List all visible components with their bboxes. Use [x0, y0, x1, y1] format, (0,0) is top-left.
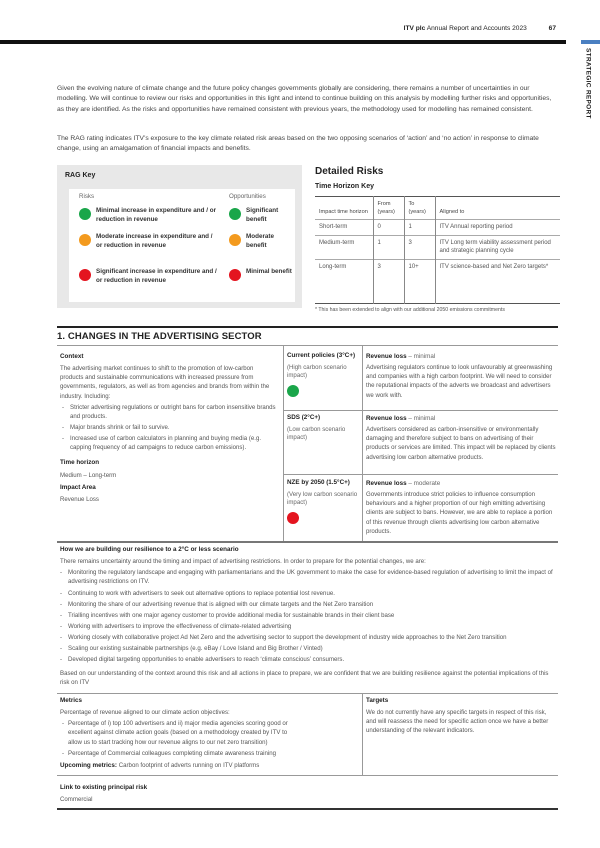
time-horizon-table	[315, 196, 560, 304]
upcoming-metrics-label: Upcoming metrics:	[60, 761, 118, 769]
opportunities-header: Opportunities	[229, 193, 266, 200]
rag-key-legend	[69, 189, 295, 302]
context-list	[60, 403, 278, 453]
rag-key-title: RAG Key	[65, 172, 96, 179]
section-tab-marker	[581, 40, 600, 44]
red-dot-icon	[229, 269, 241, 281]
impact-label: Revenue loss	[366, 353, 407, 360]
targets-title: Targets	[366, 697, 389, 704]
divider	[57, 775, 558, 776]
list-item: - Continuing to work with advertisers to seek out alternative options to replace potential lost revenue.	[60, 589, 558, 598]
impact-text: Advertising regulators continue to look unfavourably at greenwashing and companies with a high carbon footprint. We will need to consider the reputational impacts of the adverts we broadcast and advertisers we work with.	[366, 364, 553, 399]
upcoming-metrics	[60, 761, 292, 770]
principal-risk-value: Commercial	[60, 796, 93, 804]
time-horizon-value: Medium – Long-term	[60, 471, 117, 479]
cell-horizon: Medium-term	[315, 235, 373, 259]
risk-red	[79, 268, 219, 286]
divider	[57, 345, 558, 346]
column-header: Impact time horizon	[315, 196, 373, 219]
opportunity-amber	[229, 233, 293, 251]
resilience-block	[60, 545, 558, 687]
list-item: - Working with advertisers to improve the effectiveness of climate-related advertising	[60, 622, 558, 631]
green-dot-icon	[229, 208, 241, 220]
opportunity-red	[229, 268, 293, 281]
impact-label: Revenue loss	[366, 480, 407, 487]
resilience-conclusion: Based on our understanding of the context around this risk and all actions in place to prepare, we are confident that we are building resilience against the potential implications of this risk on ITV	[60, 669, 549, 686]
amber-dot-icon	[229, 234, 241, 246]
time-horizon-key-title: Time Horizon Key	[315, 182, 374, 190]
cell-aligned: ITV Long term viability assessment period and strategic planning cycle	[435, 235, 560, 259]
risk-green-label: Minimal increase in expenditure and / or reduction in revenue	[96, 207, 217, 223]
scenario-sub: (Low carbon scenario impact)	[287, 425, 346, 442]
impact-area-label: Impact Area	[60, 483, 96, 491]
scenario-nze-2050	[287, 479, 362, 524]
cell-to: 3	[404, 235, 435, 259]
header-rule	[0, 40, 566, 44]
table-footnote: * This has been extended to align with our additional 2050 emissions commitments	[315, 306, 505, 313]
opportunity-green-label: Significant benefit	[246, 207, 279, 223]
cell-aligned: ITV Annual reporting period	[435, 219, 560, 235]
scenario-name: Current policies (3°C+)	[287, 352, 356, 359]
risks-header: Risks	[79, 193, 95, 200]
table-row	[315, 219, 560, 235]
table-header-row	[315, 196, 560, 219]
cell-from: 1	[373, 235, 404, 259]
resilience-intro: There remains uncertainty around the timing and impact of advertising restrictions. In order to prepare for the potential changes, we are:	[60, 558, 426, 566]
divider-vertical	[283, 345, 284, 541]
time-horizon-label: Time horizon	[60, 459, 100, 467]
scenario-current-policies	[287, 352, 362, 397]
scenario-sub: (Very low carbon scenario impact)	[287, 490, 358, 507]
divider	[57, 541, 558, 543]
metrics-list	[60, 719, 292, 758]
column-header: Aligned to	[439, 208, 465, 215]
detailed-risks	[315, 165, 560, 314]
list-item: - Monitoring the regulatory landscape and engaging with parliamentarians and the UK government to make the case for evidence-based regulation of advertising to limit the impact of advertising restrictions on ITV.	[60, 568, 558, 586]
report-title: Annual Report and Accounts 2023	[426, 25, 527, 32]
list-item: - Working closely with collaborative project Ad Net Zero and the advertising sector to support the development of industry wide approaches to the Net Zero transition	[60, 633, 558, 642]
divider	[57, 693, 558, 694]
context-label: Context	[60, 353, 84, 360]
list-item: - Major brands shrink or fail to survive.	[60, 423, 278, 432]
targets-text: We do not currently have any specific targets in respect of this risk, and will reassess the need for specific action once we have a better understanding of the relevant indicators.	[366, 709, 549, 735]
section-bottom-rule	[57, 808, 558, 810]
impact-area-value: Revenue Loss	[60, 495, 99, 503]
intro-paragraph: Given the evolving nature of climate change and the future policy changes governments globally are considering, there remains a number of uncertainties in our modelling. We will continue to review our risks and opportunities in this light and intend to continue building on this analysis by modelling further risks and opportunities, as they are identified. As the risks and opportunities have remained consistent with previous years, the methodology used for modelling has remained consistent.	[57, 85, 552, 113]
list-item: - Monitoring the share of our advertising revenue that is aligned with our climate targets and the Net Zero transition	[60, 600, 558, 609]
scenario-name: NZE by 2050 (1.5°C+)	[287, 479, 350, 486]
risk-amber	[79, 233, 219, 251]
divider	[283, 410, 558, 411]
risk-red-label: Significant increase in expenditure and / or reduction in revenue	[96, 268, 217, 284]
list-item: - Increased use of carbon calculators in planning and buying media (e.g. capping frequency of ad campaigns to reduce carbon emissions).	[60, 434, 278, 452]
cell-to: 10+	[404, 259, 435, 303]
company-name: ITV plc	[403, 25, 426, 32]
context-block	[60, 352, 278, 504]
green-dot-icon	[79, 208, 91, 220]
resilience-list	[60, 568, 558, 664]
impact-level: – moderate	[408, 480, 441, 487]
scenario-nze-2050-impact	[366, 479, 558, 536]
red-rag-icon	[287, 512, 299, 524]
table-row	[315, 259, 560, 303]
scenario-sub: (High carbon scenario impact)	[287, 363, 347, 380]
risk-amber-label: Moderate increase in expenditure and / or reduction in revenue	[96, 233, 213, 249]
table-row	[315, 235, 560, 259]
section-side-label: STRATEGIC REPORT	[584, 48, 592, 119]
page-header	[0, 24, 556, 34]
scenario-current-policies-impact	[366, 352, 558, 400]
column-header: To (years)	[404, 196, 435, 219]
list-item: - Scaling our existing sustainable partnerships (e.g. eBay / Love Island and Big Brother / Vinted)	[60, 644, 558, 653]
context-text: The advertising market continues to shift to the promotion of low-carbon products and sustainable communications with increased pressure from governments, regulators, as well as from agencies and brands from within the industry. Including:	[60, 365, 270, 400]
resilience-title: How we are building our resilience to a 2°C or less scenario	[60, 546, 239, 553]
list-item: - Percentage of Commercial colleagues completing climate awareness training	[60, 749, 292, 758]
list-item: - Stricter advertising regulations or outright bans for carbon insensitive brands and products.	[60, 403, 278, 421]
opportunity-green	[229, 207, 293, 225]
detailed-risks-title: Detailed Risks	[315, 166, 384, 177]
column-header: From (years)	[373, 196, 404, 219]
metrics-intro: Percentage of revenue aligned to our climate action objectives:	[60, 709, 230, 717]
upcoming-metrics-text: Carbon footprint of adverts running on ITV platforms	[117, 761, 260, 769]
page-number: 67	[548, 25, 556, 32]
list-item: - Trialling incentives with one major agency customer to provide additional media for sustainable brands in their client base	[60, 611, 558, 620]
list-item: - Percentage of i) top 100 advertisers and ii) major media agencies scoring good or excellent against climate action goals (based on a methodology created by ITV to allow us to start tracking how our revenue aligns to our net zero transition)	[60, 719, 292, 746]
impact-label: Revenue loss	[366, 415, 407, 422]
section-title: 1. CHANGES IN THE ADVERTISING SECTOR	[57, 331, 262, 342]
scenario-sds-impact	[366, 414, 558, 462]
impact-level: – minimal	[408, 353, 436, 360]
cell-aligned: ITV science-based and Net Zero targets*	[435, 259, 560, 303]
scenario-name: SDS (2°C+)	[287, 414, 321, 421]
impact-text: Advertisers considered as carbon-insensitive or environmentally damaging and therefore subject to bans on advertising of their products or services are limited. This impact will be replaced by clients advertising low carbon alternative products.	[366, 426, 556, 461]
cell-from: 3	[373, 259, 404, 303]
principal-risk-block	[60, 783, 360, 804]
impact-text: Governments introduce strict policies to influence consumption behaviours and a higher proportion of our high emitting advertising clients are subject to bans. However, we are able to replace a portion of this revenue through clients advertising low carbon alternative products.	[366, 491, 553, 535]
rag-explanation-paragraph: The RAG rating indicates ITV’s exposure to the key climate related risk areas based on the two opposing scenarios of ‘action’ and ‘no action’ in response to climate change, using an amalgamation of financial impacts and benefits.	[57, 135, 539, 153]
red-dot-icon	[79, 269, 91, 281]
scenario-sds	[287, 414, 362, 443]
cell-horizon: Short-term	[315, 219, 373, 235]
opportunity-amber-label: Moderate benefit	[246, 233, 274, 249]
risk-green	[79, 207, 219, 225]
impact-level: – minimal	[408, 415, 436, 422]
targets-block	[366, 696, 558, 736]
metrics-title: Metrics	[60, 697, 83, 704]
rag-key-panel	[57, 165, 302, 308]
section-rule	[57, 326, 558, 328]
cell-horizon: Long-term	[315, 259, 373, 303]
opportunity-red-label: Minimal benefit	[246, 268, 292, 275]
list-item: - Developed digital targeting opportunities to enable advertisers to reach ‘climate conscious’ consumers.	[60, 655, 558, 664]
cell-to: 1	[404, 219, 435, 235]
amber-dot-icon	[79, 234, 91, 246]
divider	[283, 474, 558, 475]
metrics-block	[60, 696, 292, 770]
divider-vertical	[362, 693, 363, 775]
principal-risk-title: Link to existing principal risk	[60, 784, 148, 791]
green-rag-icon	[287, 385, 299, 397]
cell-from: 0	[373, 219, 404, 235]
divider-vertical	[362, 345, 363, 541]
